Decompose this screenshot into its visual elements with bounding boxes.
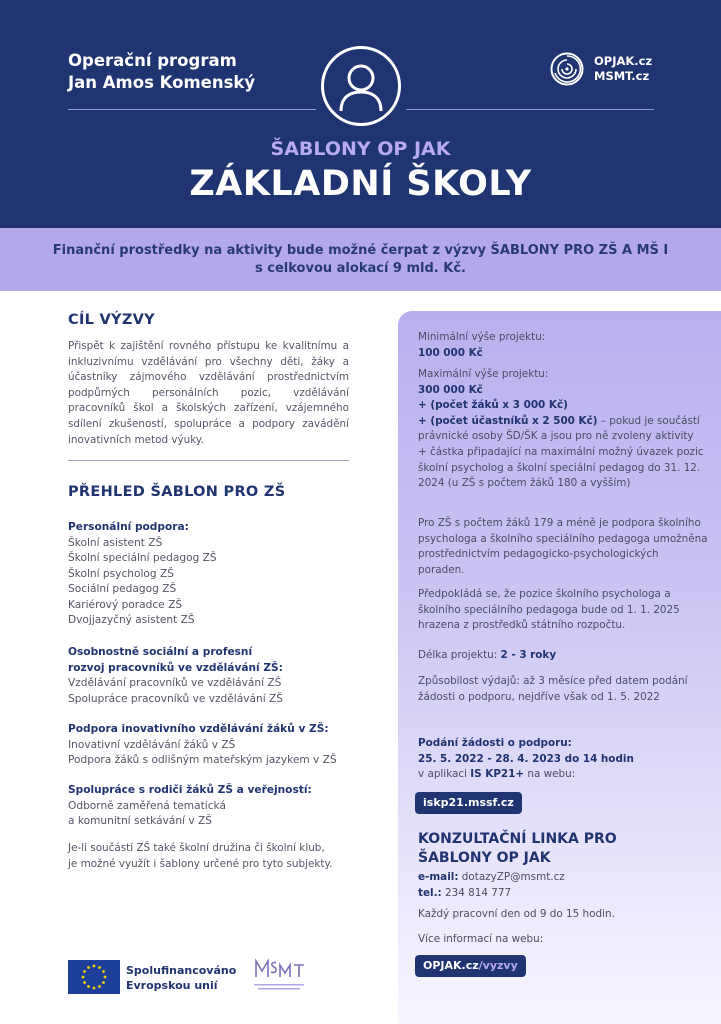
submission-app bbox=[418, 767, 708, 783]
eu-flag-icon bbox=[68, 960, 120, 994]
more-info-label: Více informací na webu: bbox=[418, 933, 544, 945]
submission-info bbox=[418, 736, 708, 783]
list-item: Školní speciální pedagog ZŠ bbox=[68, 552, 217, 564]
category-professional-development bbox=[68, 645, 350, 707]
list-item: Podpora žáků s odlišným mateřským jazykem v ZŠ bbox=[68, 754, 337, 766]
hotline-heading-line-1: KONZULTAČNÍ LINKA PRO bbox=[418, 831, 617, 847]
header-divider-left bbox=[68, 109, 316, 110]
allocation-line-2: s celkovou alokací 9 mld. Kč. bbox=[255, 261, 466, 276]
opjak-link[interactable]: OPJAK.cz bbox=[594, 54, 653, 68]
list-item: Vzdělávání pracovníků ve vzdělávání ZŠ bbox=[68, 677, 282, 689]
email-label: e-mail: bbox=[418, 871, 459, 883]
header-divider-right bbox=[406, 109, 654, 110]
max-amount-value: 300 000 Kč bbox=[418, 383, 483, 396]
max-amount-participants-note: – pokud je součástí právnické osoby ŠD/ŠK a jsou pro ně zvoleny aktivity bbox=[418, 414, 700, 443]
max-amount bbox=[418, 367, 708, 492]
category-parent-cooperation bbox=[68, 783, 350, 830]
category-title: Spolupráce s rodiči žáků ZŠ a veřejností: bbox=[68, 784, 312, 796]
club-note-line-2: je možné využít i šablony určené pro tyto subjekty. bbox=[68, 857, 333, 870]
list-item: Sociální pedagog ZŠ bbox=[68, 583, 177, 595]
allocation-banner bbox=[0, 228, 721, 291]
phone-label: tel.: bbox=[418, 886, 442, 899]
list-item: Odborně zaměřená tematická bbox=[68, 799, 226, 812]
web-link-button[interactable] bbox=[415, 955, 526, 977]
hotline-contacts bbox=[418, 870, 708, 901]
state-budget-text: Předpokládá se, že pozice školního psychologa a školního speciálního pedagoga bude od 1. 1. 2025 hrazena z prostředků státního rozpočtu. bbox=[418, 588, 680, 632]
max-amount-participants bbox=[418, 414, 708, 445]
info-panel bbox=[398, 311, 721, 1024]
overview-heading: PŘEHLED ŠABLON PRO ZŠ bbox=[68, 484, 286, 500]
hotline-heading-line-2: ŠABLONY OP JAK bbox=[418, 850, 551, 866]
project-duration bbox=[418, 648, 708, 664]
section-divider bbox=[68, 460, 349, 461]
club-note bbox=[68, 841, 350, 872]
submission-app-prefix: v aplikaci bbox=[418, 768, 471, 781]
maze-logo-icon bbox=[550, 52, 584, 86]
page-title: ZÁKLADNÍ ŠKOLY bbox=[189, 164, 532, 204]
iskp-link-button[interactable]: iskp21.mssf.cz bbox=[415, 792, 522, 814]
club-note-line-1: Je-li součástí ZŠ také školní družina či školní klub, bbox=[68, 842, 325, 854]
category-title: Podpora inovativního vzdělávání žáků v ZŠ: bbox=[68, 723, 329, 735]
eu-funding-text bbox=[126, 963, 236, 993]
msmt-logo-icon bbox=[250, 957, 308, 995]
eu-funding-line-1: Spolufinancováno bbox=[126, 964, 237, 977]
web-link-main: OPJAK.cz bbox=[423, 959, 479, 972]
msmt-link[interactable]: MSMT.cz bbox=[594, 69, 650, 83]
category-title: Personální podpora: bbox=[68, 521, 189, 533]
submission-dates: 25. 5. 2022 - 28. 4. 2023 do 14 hodin bbox=[418, 752, 634, 765]
category-personnel bbox=[68, 520, 350, 629]
list-item: Školní psycholog ZŠ bbox=[68, 567, 174, 580]
phone-value[interactable]: 234 814 777 bbox=[441, 886, 512, 899]
category-title-cont: rozvoj pracovníků ve vzdělávání ZŠ: bbox=[68, 661, 283, 674]
small-schools-text: Pro ZŠ s počtem žáků 179 a méně je podpora školního psychologa a školního speciálního pedagoga umožněna prostřednictvím pedagogicko-psychologických poraden. bbox=[418, 517, 708, 576]
max-amount-pupils: + (počet žáků x 3 000 Kč) bbox=[418, 399, 568, 412]
category-innovative-education bbox=[68, 722, 350, 769]
duration-value: 2 - 3 roky bbox=[500, 649, 557, 661]
web-links bbox=[550, 52, 660, 86]
eligibility-text: Způsobilost výdajů: až 3 měsíce před datem podání žádosti o podporu, nejdříve však od 1. 5. 2022 bbox=[418, 675, 688, 703]
submission-label: Podání žádosti o podporu: bbox=[418, 737, 572, 749]
program-name bbox=[68, 50, 255, 94]
list-item: a komunitní setkávání v ZŠ bbox=[68, 815, 213, 827]
submission-app-suffix: na webu: bbox=[524, 768, 576, 781]
duration-label: Délka projektu: bbox=[418, 649, 501, 661]
hotline-heading bbox=[418, 830, 617, 868]
web-link-path: /vyzvy bbox=[478, 959, 518, 972]
max-amount-positions: + částka připadající na maximální možný úvazek pozic školní psycholog a školní speciální pedagog do 31. 12. 2024 (u ZŠ s počtem žáků 180 a vyšším) bbox=[418, 445, 704, 490]
page-subtitle: ŠABLONY OP JAK bbox=[270, 138, 451, 160]
max-amount-label: Maximální výše projektu: bbox=[418, 368, 549, 380]
list-item: Školní asistent ZŠ bbox=[68, 536, 163, 549]
eu-funding-line-2: Evropskou unií bbox=[126, 979, 218, 992]
email-value[interactable]: dotazyZP@msmt.cz bbox=[458, 871, 565, 883]
min-amount-label: Minimální výše projektu: bbox=[418, 331, 546, 343]
goal-text: Přispět k zajištění rovného přístupu ke kvalitnímu a inkluzivnímu vzdělávání pro všechny děti, žáky a účastníky zájmového vzdělávání prostřednictvím podpůrných personálních pozic, vzdělávání pracovníků škol a školských zařízení, vzájemného sdílení zkušeností, spolupráce a podpory zavádění inovativních metod výuky. bbox=[68, 340, 349, 446]
min-amount-value: 100 000 Kč bbox=[418, 346, 483, 359]
phone-contact bbox=[418, 886, 708, 902]
category-title: Osobnostně sociální a profesní bbox=[68, 646, 253, 658]
email-contact bbox=[418, 870, 708, 886]
program-line-2: Jan Amos Komenský bbox=[68, 73, 256, 92]
list-item: Dvojjazyčný asistent ZŠ bbox=[68, 614, 195, 626]
max-amount-participants-value: + (počet účastníků x 2 500 Kč) bbox=[418, 414, 598, 427]
allocation-line-1: Finanční prostředky na aktivity bude možné čerpat z výzvy ŠABLONY PRO ZŠ A MŠ I bbox=[52, 243, 669, 258]
list-item: Kariérový poradce ZŠ bbox=[68, 598, 183, 611]
goal-heading: CÍL VÝZVY bbox=[68, 312, 155, 328]
min-amount bbox=[418, 330, 708, 361]
list-item: Inovativní vzdělávání žáků v ZŠ bbox=[68, 738, 236, 751]
submission-app-name: IS KP21+ bbox=[470, 768, 525, 781]
list-item: Spolupráce pracovníků ve vzdělávání ZŠ bbox=[68, 692, 283, 705]
allocation-text bbox=[40, 242, 681, 278]
program-line-1: Operační program bbox=[68, 51, 237, 70]
header-band bbox=[0, 0, 721, 228]
user-avatar-icon bbox=[321, 46, 401, 126]
hotline-hours: Každý pracovní den od 9 do 15 hodin. bbox=[418, 908, 615, 920]
